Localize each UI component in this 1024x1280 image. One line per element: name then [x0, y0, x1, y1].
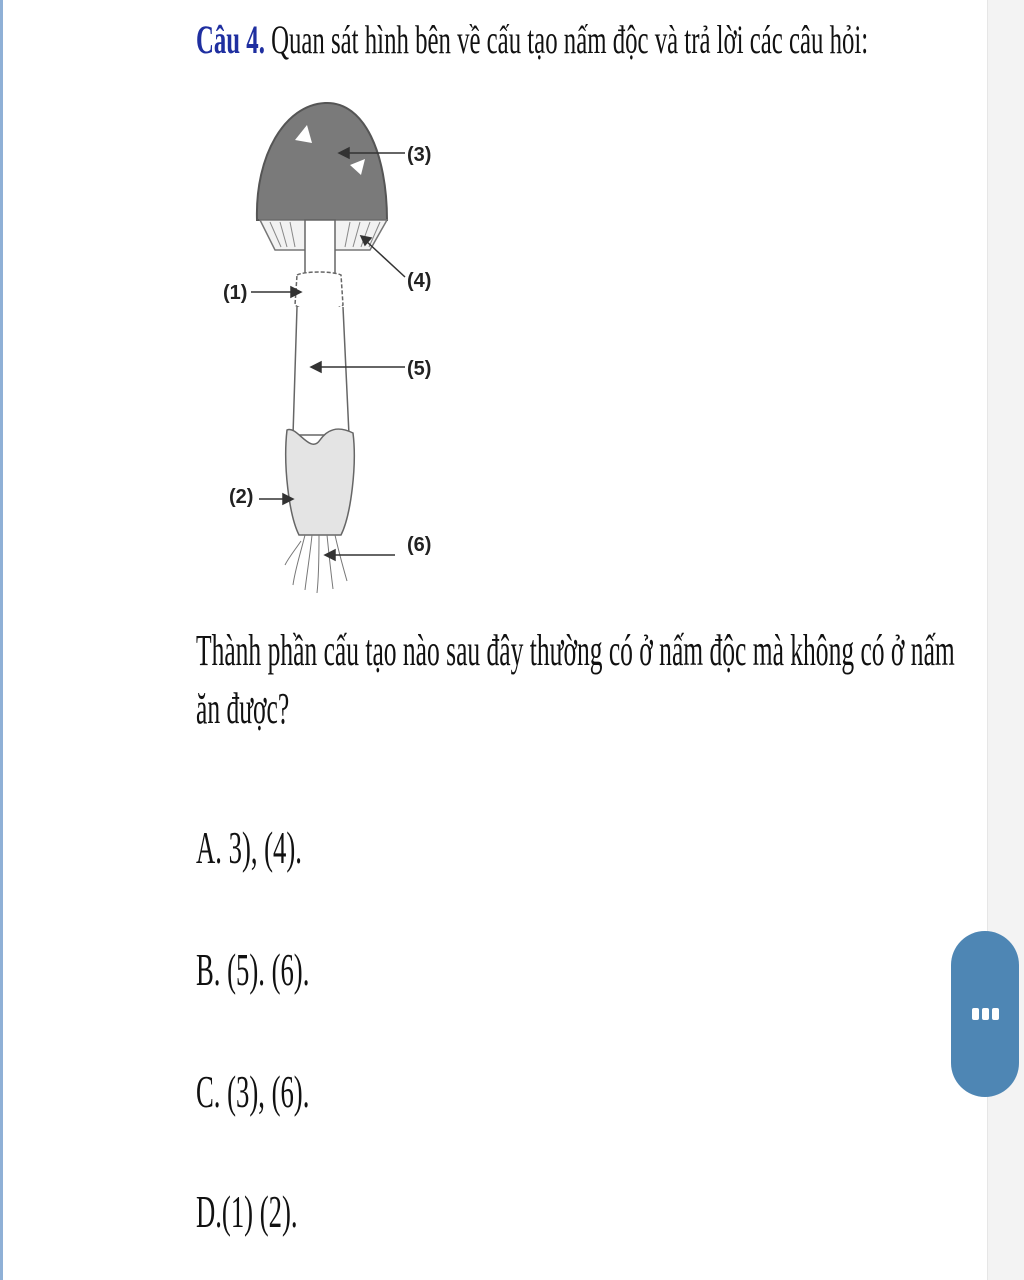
option-c[interactable]: C. (3), (6). [196, 1066, 310, 1117]
question-prompt: Quan sát hình bên về cấu tạo nấm độc và trả lời các câu hỏi: [264, 17, 869, 62]
label-5: (5) [407, 358, 432, 380]
upper-stem [305, 220, 335, 275]
label-4: (4) [407, 270, 432, 292]
more-dots-icon [972, 1008, 999, 1020]
label-1: (1) [223, 282, 248, 304]
mushroom-volva [286, 429, 355, 535]
question-text: Thành phần cấu tạo nào sau đây thường có ở nấm độc mà không có ở nấm ăn được? [196, 626, 955, 733]
mushroom-svg [215, 95, 445, 605]
mushroom-cap [257, 103, 387, 220]
question-header [196, 14, 868, 66]
label-2: (2) [229, 486, 254, 508]
left-border [0, 0, 3, 1280]
option-d[interactable]: D.(1) (2). [196, 1186, 298, 1237]
mycelium [285, 535, 347, 593]
mushroom-ring [295, 272, 343, 311]
label-6: (6) [407, 534, 432, 556]
option-a[interactable]: A. 3), (4). [196, 822, 302, 873]
option-b[interactable]: B. (5). (6). [196, 944, 310, 995]
question-number: Câu 4. [196, 17, 265, 62]
mushroom-diagram [215, 95, 445, 605]
more-options-button[interactable] [951, 931, 1019, 1097]
label-3: (3) [407, 144, 432, 166]
